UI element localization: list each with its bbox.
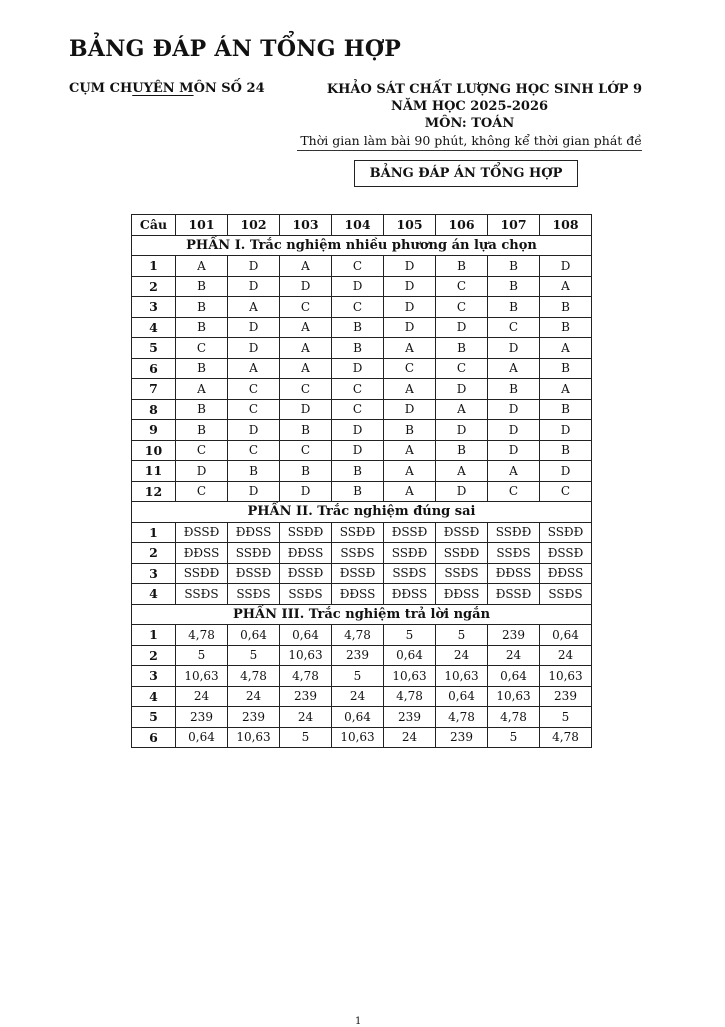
answer-cell: ĐSSĐ (384, 522, 436, 543)
answer-cell: 239 (228, 707, 280, 728)
answer-cell: C (540, 481, 592, 502)
question-number: 12 (132, 481, 176, 502)
table-row (132, 481, 592, 502)
answer-cell: SSĐS (436, 563, 488, 584)
answer-cell: C (332, 256, 384, 277)
answer-cell: C (228, 440, 280, 461)
answer-cell: D (384, 256, 436, 277)
question-number: 1 (132, 522, 176, 543)
answer-cell: C (228, 399, 280, 420)
part3-section-title: PHẦN III. Trắc nghiệm trả lời ngắn (132, 604, 592, 625)
answer-cell: 0,64 (280, 625, 332, 646)
answer-cell: D (436, 481, 488, 502)
question-number: 3 (132, 666, 176, 687)
answer-cell: 0,64 (436, 686, 488, 707)
answer-cell: ĐĐSS (384, 584, 436, 605)
answer-cell: D (436, 420, 488, 441)
header-exam-code: 105 (384, 215, 436, 236)
question-number: 4 (132, 317, 176, 338)
answer-cell: ĐSSĐ (280, 563, 332, 584)
answer-cell: D (384, 276, 436, 297)
answer-cell: ĐSSĐ (228, 563, 280, 584)
answer-cell: SSĐĐ (280, 522, 332, 543)
answer-cell: D (436, 317, 488, 338)
answer-cell: B (332, 338, 384, 359)
answer-cell: A (540, 379, 592, 400)
answer-cell: D (332, 276, 384, 297)
answer-cell: 5 (488, 727, 540, 748)
answer-cell: C (176, 440, 228, 461)
cluster-label (69, 81, 265, 96)
answer-cell: B (176, 317, 228, 338)
table-row (132, 399, 592, 420)
answer-cell: 4,78 (176, 625, 228, 646)
answer-cell: B (280, 461, 332, 482)
answer-cell: A (228, 297, 280, 318)
answer-cell: 4,78 (436, 707, 488, 728)
answer-cell: A (540, 338, 592, 359)
answer-cell: C (176, 481, 228, 502)
answer-cell: 5 (384, 625, 436, 646)
answer-cell: D (540, 420, 592, 441)
table-row (132, 563, 592, 584)
answer-cell: B (540, 440, 592, 461)
answer-cell: ĐĐSS (280, 543, 332, 564)
table-header-row (132, 215, 592, 236)
question-number: 5 (132, 338, 176, 359)
answer-cell: 0,64 (176, 727, 228, 748)
answer-cell: 0,64 (488, 666, 540, 687)
answer-cell: C (280, 297, 332, 318)
header-exam-code: 108 (540, 215, 592, 236)
answer-cell: D (488, 399, 540, 420)
answer-cell: D (228, 276, 280, 297)
answer-cell: ĐSSĐ (436, 522, 488, 543)
answer-cell: D (280, 481, 332, 502)
answer-cell: 239 (332, 645, 384, 666)
page-number: 1 (355, 1016, 362, 1027)
answer-cell: B (540, 358, 592, 379)
question-number: 2 (132, 645, 176, 666)
answer-cell: ĐĐSS (540, 563, 592, 584)
answer-cell: 4,78 (332, 625, 384, 646)
answer-cell: 4,78 (488, 707, 540, 728)
question-number: 6 (132, 727, 176, 748)
answer-cell: 10,63 (228, 727, 280, 748)
header-exam-code: 106 (436, 215, 488, 236)
answer-cell: 239 (176, 707, 228, 728)
answer-cell: D (540, 461, 592, 482)
answer-cell: B (488, 297, 540, 318)
table-row (132, 584, 592, 605)
header-exam-code: 102 (228, 215, 280, 236)
question-number: 2 (132, 543, 176, 564)
answer-cell: A (436, 461, 488, 482)
answer-cell: 5 (436, 625, 488, 646)
answer-cell: D (280, 276, 332, 297)
answer-cell: A (384, 379, 436, 400)
table-row (132, 338, 592, 359)
answer-cell: SSĐS (228, 584, 280, 605)
header-exam-code: 104 (332, 215, 384, 236)
answer-cell: 239 (384, 707, 436, 728)
answer-cell: D (228, 481, 280, 502)
answer-cell: B (176, 297, 228, 318)
answer-cell: D (488, 420, 540, 441)
answer-cell: ĐĐSS (488, 563, 540, 584)
school-year: NĂM HỌC 2025-2026 (390, 99, 549, 114)
answer-cell: 5 (228, 645, 280, 666)
answer-cell: A (176, 379, 228, 400)
answer-cell: 10,63 (176, 666, 228, 687)
answer-cell: B (488, 256, 540, 277)
answer-cell: C (228, 379, 280, 400)
answer-cell: SSĐS (280, 584, 332, 605)
subject: MÔN: TOÁN (424, 116, 515, 131)
answer-cell: SSĐS (384, 563, 436, 584)
answer-cell: 10,63 (332, 727, 384, 748)
answer-cell: C (384, 358, 436, 379)
answer-cell: D (384, 317, 436, 338)
table-row (132, 727, 592, 748)
answer-cell: 0,64 (384, 645, 436, 666)
answer-cell: SSĐĐ (228, 543, 280, 564)
part3-section-row (132, 604, 592, 625)
answer-cell: 24 (176, 686, 228, 707)
table-row (132, 358, 592, 379)
answer-cell: B (540, 297, 592, 318)
answer-cell: D (176, 461, 228, 482)
answer-cell: 4,78 (228, 666, 280, 687)
answer-cell: 239 (488, 625, 540, 646)
answer-cell: A (280, 358, 332, 379)
answer-cell: D (384, 297, 436, 318)
header-exam-code: 107 (488, 215, 540, 236)
answer-cell: C (332, 379, 384, 400)
table-row (132, 461, 592, 482)
answer-cell: ĐĐSS (176, 543, 228, 564)
answer-cell: B (228, 461, 280, 482)
question-number: 1 (132, 625, 176, 646)
answer-cell: 4,78 (280, 666, 332, 687)
answer-cell: A (280, 338, 332, 359)
answer-cell: D (384, 399, 436, 420)
answer-cell: D (332, 440, 384, 461)
answer-cell: A (228, 358, 280, 379)
answer-cell: C (332, 399, 384, 420)
answer-cell: B (176, 358, 228, 379)
answer-cell: D (332, 358, 384, 379)
answer-cell: B (280, 420, 332, 441)
answer-cell: D (540, 256, 592, 277)
question-number: 10 (132, 440, 176, 461)
answer-cell: ĐSSĐ (332, 563, 384, 584)
table-row (132, 707, 592, 728)
answer-cell: B (332, 481, 384, 502)
table-row (132, 420, 592, 441)
answer-cell: 239 (280, 686, 332, 707)
answer-cell: C (436, 358, 488, 379)
answer-cell: B (436, 338, 488, 359)
time-note: Thời gian làm bài 90 phút, không kể thời gian phát đề (297, 132, 642, 151)
answer-cell: C (436, 297, 488, 318)
answer-cell: 4,78 (384, 686, 436, 707)
table-row (132, 440, 592, 461)
answer-cell: D (280, 399, 332, 420)
header-exam-code: 103 (280, 215, 332, 236)
answer-cell: 10,63 (436, 666, 488, 687)
answer-cell: 24 (280, 707, 332, 728)
answer-cell: 10,63 (280, 645, 332, 666)
answer-cell: SSĐS (488, 543, 540, 564)
question-number: 3 (132, 297, 176, 318)
answer-cell: 5 (332, 666, 384, 687)
answer-cell: D (228, 317, 280, 338)
answer-cell: D (488, 440, 540, 461)
question-number: 7 (132, 379, 176, 400)
question-number: 8 (132, 399, 176, 420)
answer-cell: SSĐĐ (332, 522, 384, 543)
table-row (132, 379, 592, 400)
question-number: 4 (132, 584, 176, 605)
question-number: 1 (132, 256, 176, 277)
answer-cell: B (488, 379, 540, 400)
answer-cell: B (332, 461, 384, 482)
answer-cell: SSĐĐ (488, 522, 540, 543)
part1-section-title: PHẦN I. Trắc nghiệm nhiều phương án lựa chọn (132, 235, 592, 256)
answer-cell: ĐSSĐ (176, 522, 228, 543)
part2-section-row (132, 502, 592, 523)
answer-cell: D (228, 420, 280, 441)
answer-cell: D (228, 256, 280, 277)
answer-cell: 24 (436, 645, 488, 666)
answer-cell: A (280, 256, 332, 277)
answer-cell: B (436, 256, 488, 277)
part2-section-title: PHẦN II. Trắc nghiệm đúng sai (132, 502, 592, 523)
answer-cell: A (488, 358, 540, 379)
answer-cell: B (384, 420, 436, 441)
answer-cell: A (436, 399, 488, 420)
answer-cell: A (540, 276, 592, 297)
answer-cell: 5 (540, 707, 592, 728)
answer-cell: A (384, 338, 436, 359)
answer-cell: C (280, 440, 332, 461)
answer-cell: ĐĐSS (436, 584, 488, 605)
answer-cell: 24 (228, 686, 280, 707)
answer-cell: 24 (540, 645, 592, 666)
answer-cell: D (488, 338, 540, 359)
cluster-label-part1: CỤM CH (69, 81, 133, 96)
table-row (132, 522, 592, 543)
answer-cell: 239 (436, 727, 488, 748)
answer-table (131, 214, 592, 748)
answer-cell: 5 (176, 645, 228, 666)
table-row (132, 276, 592, 297)
answer-cell: 0,64 (228, 625, 280, 646)
question-number: 3 (132, 563, 176, 584)
table-row (132, 543, 592, 564)
answer-cell: 5 (280, 727, 332, 748)
answer-cell: A (488, 461, 540, 482)
cluster-label-underlined: UYÊN M (132, 81, 194, 96)
answer-cell: SSĐS (176, 584, 228, 605)
table-row (132, 645, 592, 666)
answer-cell: B (488, 276, 540, 297)
answer-cell: SSĐS (332, 543, 384, 564)
table-row (132, 256, 592, 277)
header-question: Câu (132, 215, 176, 236)
answer-cell: SSĐĐ (384, 543, 436, 564)
exam-title: KHẢO SÁT CHẤT LƯỢNG HỌC SINH LỚP 9 (326, 82, 642, 97)
answer-cell: 10,63 (488, 686, 540, 707)
answer-cell: C (176, 338, 228, 359)
answer-cell: A (384, 440, 436, 461)
answer-cell: SSĐĐ (436, 543, 488, 564)
answer-cell: B (540, 399, 592, 420)
answer-cell: A (280, 317, 332, 338)
answer-cell: 24 (488, 645, 540, 666)
answer-cell: D (228, 338, 280, 359)
question-number: 6 (132, 358, 176, 379)
table-row (132, 666, 592, 687)
answer-cell: B (176, 420, 228, 441)
answer-cell: 24 (384, 727, 436, 748)
answer-cell: A (176, 256, 228, 277)
exam-header (297, 81, 642, 151)
answer-cell: B (540, 317, 592, 338)
answer-cell: A (384, 481, 436, 502)
answer-cell: SSĐS (540, 584, 592, 605)
boxed-title: BẢNG ĐÁP ÁN TỔNG HỢP (354, 160, 578, 187)
answer-cell: C (332, 297, 384, 318)
answer-cell: 10,63 (540, 666, 592, 687)
answer-cell: 4,78 (540, 727, 592, 748)
answer-cell: A (384, 461, 436, 482)
answer-cell: B (436, 440, 488, 461)
answer-cell: B (176, 399, 228, 420)
answer-cell: ĐĐSS (332, 584, 384, 605)
cluster-label-part2: ÔN SỐ 24 (193, 81, 265, 96)
question-number: 4 (132, 686, 176, 707)
answer-cell: C (488, 317, 540, 338)
page-title: BẢNG ĐÁP ÁN TỔNG HỢP (69, 36, 402, 62)
answer-cell: SSĐĐ (540, 522, 592, 543)
table-row (132, 317, 592, 338)
answer-cell: 0,64 (332, 707, 384, 728)
answer-cell: B (176, 276, 228, 297)
answer-cell: ĐĐSS (228, 522, 280, 543)
answer-cell: ĐSSĐ (540, 543, 592, 564)
part1-section-row (132, 235, 592, 256)
question-number: 5 (132, 707, 176, 728)
table-row (132, 625, 592, 646)
answer-cell: 0,64 (540, 625, 592, 646)
answer-cell: SSĐĐ (176, 563, 228, 584)
answer-cell: 239 (540, 686, 592, 707)
answer-cell: 24 (332, 686, 384, 707)
answer-cell: B (332, 317, 384, 338)
answer-cell: ĐSSĐ (488, 584, 540, 605)
table-row (132, 686, 592, 707)
answer-cell: C (280, 379, 332, 400)
answer-cell: 10,63 (384, 666, 436, 687)
answer-cell: D (332, 420, 384, 441)
question-number: 2 (132, 276, 176, 297)
table-row (132, 297, 592, 318)
answer-cell: C (436, 276, 488, 297)
question-number: 11 (132, 461, 176, 482)
answer-cell: D (436, 379, 488, 400)
question-number: 9 (132, 420, 176, 441)
header-exam-code: 101 (176, 215, 228, 236)
answer-cell: C (488, 481, 540, 502)
